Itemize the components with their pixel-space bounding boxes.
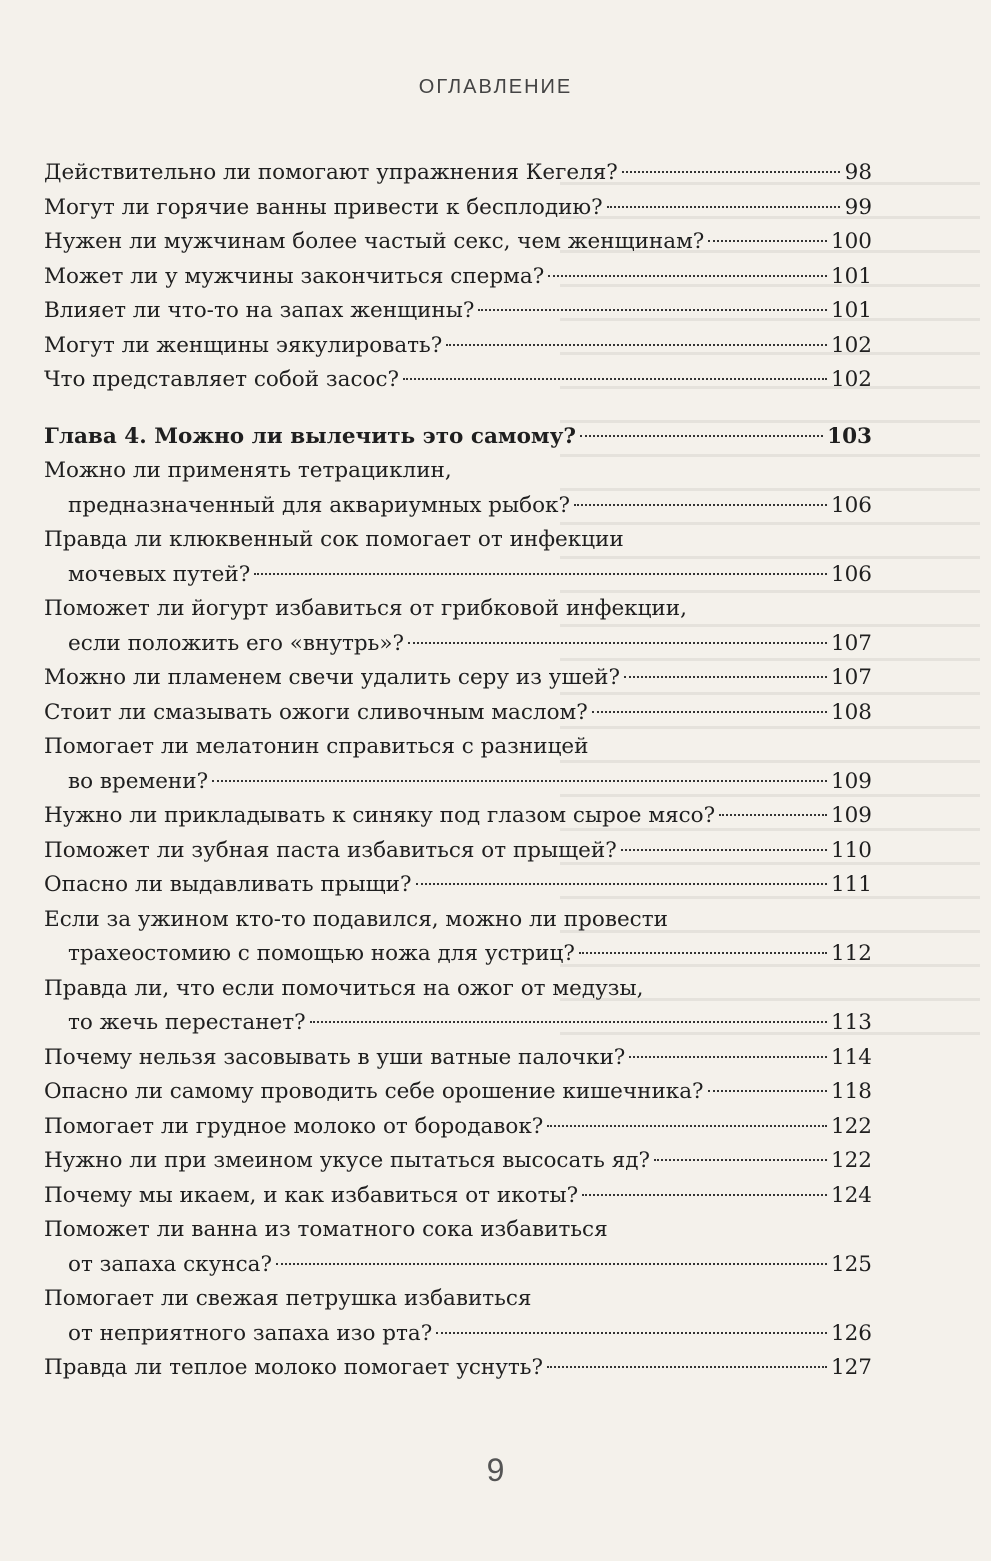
toc-entry-title: Нужно ли при змеином укусе пытаться высосать яд? bbox=[44, 1148, 651, 1173]
toc-entry-title: Почему нельзя засовывать в уши ватные палочки? bbox=[44, 1044, 626, 1070]
dot-leader bbox=[621, 849, 827, 851]
chapter-entry[interactable] bbox=[44, 420, 872, 455]
toc-entry[interactable] bbox=[44, 294, 872, 329]
dot-leader bbox=[624, 676, 827, 678]
toc-entry-title: Почему мы икаем, и как избавиться от икоты? bbox=[44, 1182, 579, 1208]
toc-entry[interactable] bbox=[44, 191, 872, 226]
toc-entry[interactable] bbox=[44, 868, 872, 903]
dot-leader bbox=[708, 1090, 827, 1092]
dot-leader bbox=[547, 1125, 827, 1127]
toc-entry-page: 102 bbox=[830, 367, 872, 392]
dot-leader bbox=[580, 435, 823, 437]
toc-entry-page: 114 bbox=[830, 1044, 872, 1070]
toc-entry-page: 118 bbox=[830, 1079, 872, 1104]
toc-entry[interactable] bbox=[44, 225, 872, 260]
dot-leader bbox=[607, 206, 840, 208]
toc-entry[interactable] bbox=[44, 363, 872, 398]
toc-entry-page: 111 bbox=[830, 872, 872, 897]
toc-entry-page: 107 bbox=[830, 630, 872, 656]
toc-entry-page: 110 bbox=[830, 837, 872, 863]
running-head: ОГЛАВЛЕНИЕ bbox=[418, 76, 573, 98]
toc-entry[interactable] bbox=[44, 661, 872, 696]
toc-entry-page: 113 bbox=[830, 1010, 872, 1035]
toc-entry[interactable] bbox=[44, 260, 872, 295]
dot-leader bbox=[416, 883, 827, 885]
dot-leader bbox=[408, 642, 827, 644]
toc-entry[interactable] bbox=[44, 1075, 872, 1110]
toc-entry[interactable] bbox=[44, 1351, 872, 1386]
toc-entry[interactable] bbox=[44, 834, 872, 869]
dot-leader bbox=[212, 780, 827, 782]
dot-leader bbox=[582, 1194, 827, 1196]
dot-leader bbox=[547, 1366, 827, 1368]
toc-entry[interactable] bbox=[44, 1006, 872, 1041]
toc-entry[interactable] bbox=[44, 489, 872, 524]
toc-entry-page: 101 bbox=[830, 263, 872, 289]
dot-leader bbox=[708, 240, 827, 242]
toc-entry-title: то жечь перестанет? bbox=[68, 1010, 306, 1035]
toc-entry-page: 101 bbox=[830, 298, 872, 323]
toc-entry-title-line: Поможет ли йогурт избавиться от грибковой инфекции, bbox=[44, 596, 687, 621]
dot-leader bbox=[579, 952, 827, 954]
toc-entry-page: 103 bbox=[827, 423, 872, 449]
toc-entry-title: Что представляет собой засос? bbox=[44, 367, 400, 392]
toc-entry-title: Можно ли пламенем свечи удалить серу из ушей? bbox=[44, 665, 621, 690]
toc-entry-page: 109 bbox=[830, 803, 872, 828]
toc-entry-title: от запаха скунса? bbox=[68, 1251, 272, 1277]
toc-entry-title: Правда ли теплое молоко помогает уснуть? bbox=[44, 1355, 544, 1380]
toc-entry-title-line: Помогает ли свежая петрушка избавиться bbox=[44, 1286, 532, 1311]
dot-leader bbox=[548, 275, 827, 277]
toc-entry[interactable] bbox=[44, 765, 872, 800]
toc-entry-title: Поможет ли зубная паста избавиться от прыщей? bbox=[44, 837, 617, 863]
toc-entry-page: 122 bbox=[830, 1148, 872, 1173]
toc-entry-title: Может ли у мужчины закончиться сперма? bbox=[44, 263, 545, 289]
toc-entry-page: 106 bbox=[830, 492, 872, 518]
dot-leader bbox=[403, 378, 827, 380]
toc-entry-title: Действительно ли помогают упражнения Кегеля? bbox=[44, 160, 618, 185]
toc-entry-title-line: Можно ли применять тетрациклин, bbox=[44, 458, 452, 483]
toc-entry-title: Глава 4. Можно ли вылечить это самому? bbox=[44, 423, 576, 449]
toc-entry-page: 126 bbox=[830, 1320, 872, 1346]
toc-entry-title-line: Если за ужином кто-то подавился, можно ли провести bbox=[44, 906, 668, 932]
toc-entry-title-line: Помогает ли мелатонин справиться с разницей bbox=[44, 734, 589, 759]
dot-leader bbox=[478, 309, 827, 311]
toc-entry-page: 112 bbox=[830, 941, 872, 966]
toc-entry[interactable] bbox=[44, 329, 872, 364]
toc-entry-page: 100 bbox=[830, 229, 872, 254]
toc-entry[interactable] bbox=[44, 1144, 872, 1179]
toc-entry-title: Помогает ли грудное молоко от бородавок? bbox=[44, 1113, 544, 1139]
toc-entry[interactable] bbox=[44, 1248, 872, 1283]
toc-entry-title: Могут ли горячие ванны привести к бесплодию? bbox=[44, 194, 603, 220]
toc-entry-title: Нужен ли мужчинам более частый секс, чем женщинам? bbox=[44, 229, 705, 254]
toc-entry[interactable] bbox=[44, 1317, 872, 1352]
toc-entry-page: 106 bbox=[830, 561, 872, 587]
toc-entry[interactable] bbox=[44, 1110, 872, 1145]
toc-entry-title: Нужно ли прикладывать к синяку под глазом сырое мясо? bbox=[44, 803, 716, 828]
toc-entry-title: предназначенный для аквариумных рыбок? bbox=[68, 492, 571, 518]
toc-entry-title: мочевых путей? bbox=[68, 561, 251, 587]
toc-entry[interactable] bbox=[44, 1041, 872, 1076]
dot-leader bbox=[310, 1021, 827, 1023]
toc-entry-page: 124 bbox=[830, 1182, 872, 1208]
toc-entry[interactable] bbox=[44, 937, 872, 972]
dot-leader bbox=[254, 573, 827, 575]
dot-leader bbox=[446, 344, 827, 346]
dot-leader bbox=[436, 1332, 827, 1334]
toc-entry-title: Могут ли женщины эякулировать? bbox=[44, 332, 443, 358]
toc-entry-title: Стоит ли смазывать ожоги сливочным маслом? bbox=[44, 699, 588, 725]
toc-entry[interactable] bbox=[44, 156, 872, 191]
toc-entry-page: 107 bbox=[830, 665, 872, 690]
toc-entry[interactable] bbox=[44, 799, 872, 834]
toc-entry-title: если положить его «внутрь»? bbox=[68, 630, 405, 656]
dot-leader bbox=[622, 171, 840, 173]
toc-entry-page: 102 bbox=[830, 332, 872, 358]
dot-leader bbox=[592, 711, 827, 713]
toc-entry-page: 125 bbox=[830, 1251, 872, 1277]
toc-entry-page: 109 bbox=[830, 768, 872, 794]
dot-leader bbox=[654, 1159, 827, 1161]
dot-leader bbox=[276, 1263, 827, 1265]
dot-leader bbox=[629, 1056, 827, 1058]
toc-entry-title-line: Правда ли клюквенный сок помогает от инфекции bbox=[44, 527, 624, 552]
toc-entry[interactable] bbox=[44, 1179, 872, 1214]
toc-entry[interactable] bbox=[44, 558, 872, 593]
toc-entry-title: трахеостомию с помощью ножа для устриц? bbox=[68, 941, 575, 966]
toc-entry-title: от неприятного запаха изо рта? bbox=[68, 1320, 433, 1346]
toc-entry-title: Опасно ли выдавливать прыщи? bbox=[44, 872, 412, 897]
toc-entry-page: 122 bbox=[830, 1113, 872, 1139]
toc-entry-page: 98 bbox=[844, 160, 872, 185]
page-number: 9 bbox=[486, 1452, 505, 1488]
toc-entry-title-line: Поможет ли ванна из томатного сока избавиться bbox=[44, 1217, 608, 1242]
toc-entry-page: 127 bbox=[830, 1355, 872, 1380]
toc-entry-page: 99 bbox=[844, 194, 872, 220]
toc-entry[interactable] bbox=[44, 696, 872, 731]
dot-leader bbox=[719, 814, 827, 816]
toc-entry-title: Опасно ли самому проводить себе орошение кишечника? bbox=[44, 1079, 704, 1104]
table-of-contents bbox=[44, 156, 872, 1386]
toc-entry-page: 108 bbox=[830, 699, 872, 725]
toc-entry-title-line: Правда ли, что если помочиться на ожог от медузы, bbox=[44, 975, 644, 1001]
toc-entry-title: во времени? bbox=[68, 768, 209, 794]
toc-entry[interactable] bbox=[44, 627, 872, 662]
dot-leader bbox=[574, 504, 827, 506]
toc-entry-title: Влияет ли что-то на запах женщины? bbox=[44, 298, 475, 323]
